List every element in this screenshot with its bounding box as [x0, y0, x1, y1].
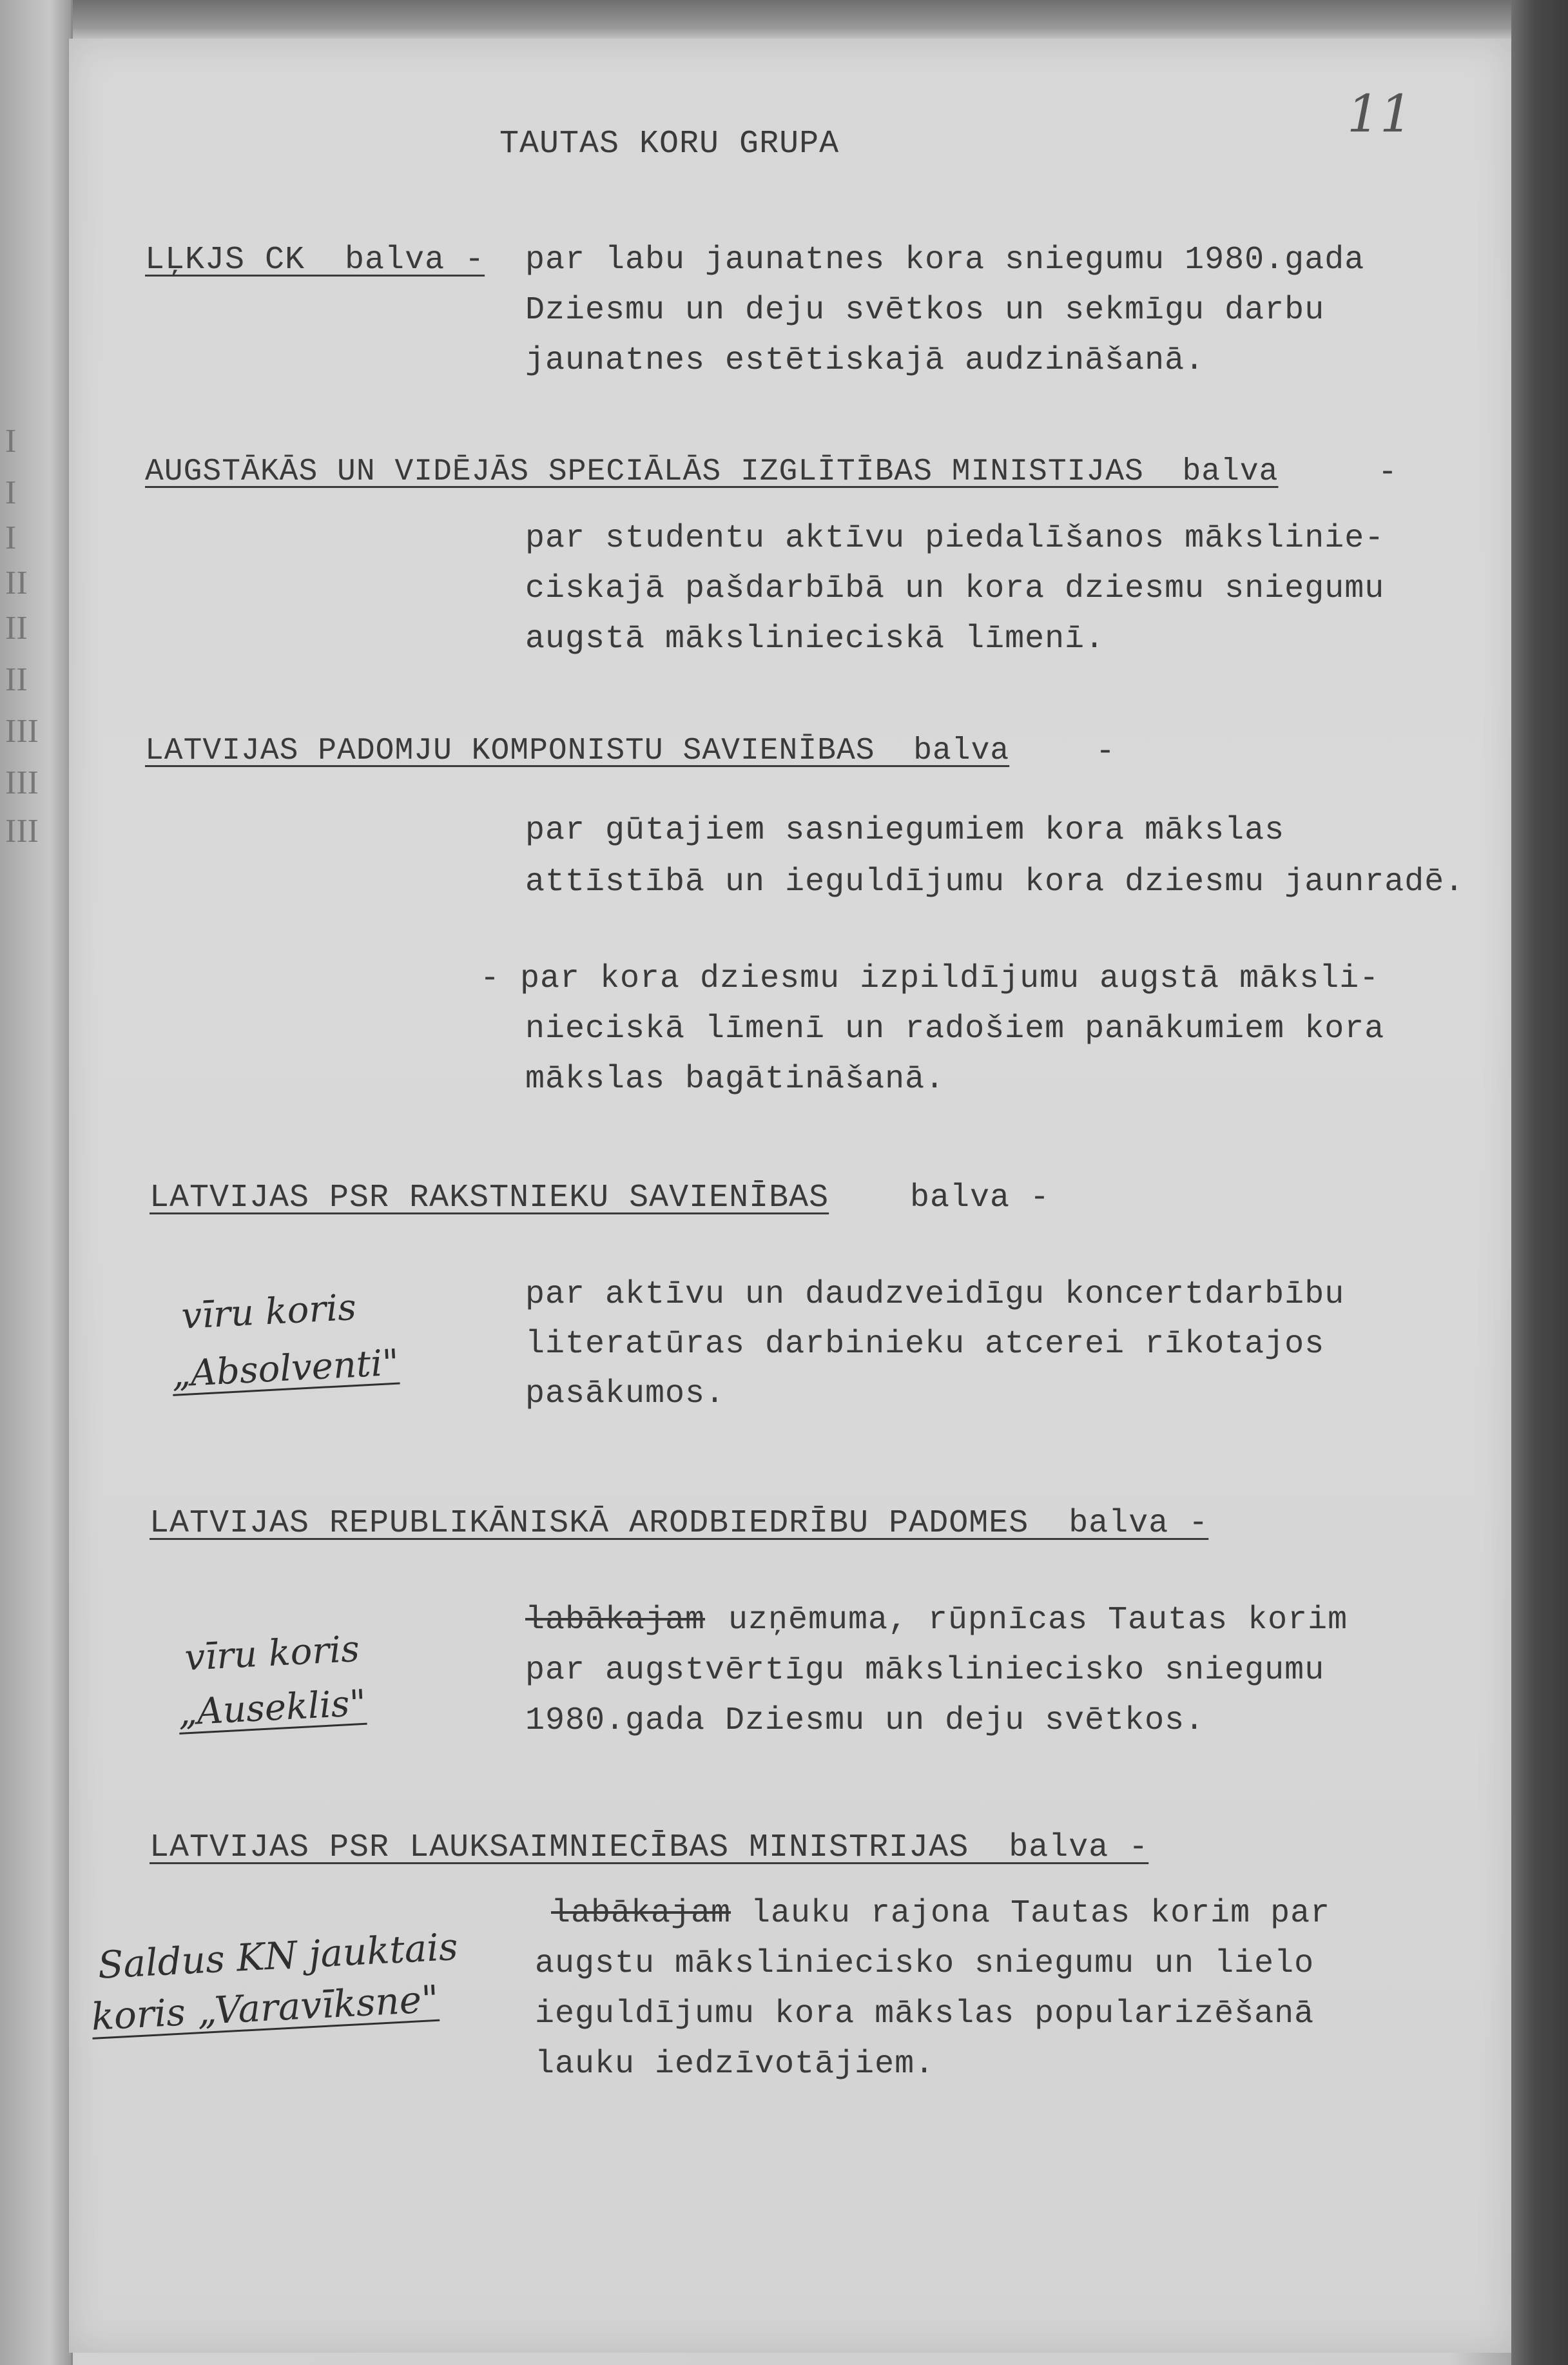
paragraph-line: ieguldījumu kora mākslas popularizēšanā [535, 1996, 1315, 2032]
heading-dash: - [1096, 734, 1116, 770]
paragraph-line: mākslas bagātināšanā. [525, 1061, 945, 1098]
handwritten-note: vīru koris [180, 1286, 358, 1338]
paragraph-line: augstu māksliniecisko sniegumu un lielo [535, 1945, 1315, 1982]
binding-number: I [5, 474, 17, 511]
scan-right-edge [1511, 0, 1568, 2365]
binding-number: II [5, 565, 28, 601]
handwritten-note: „Auseklis" [177, 1682, 367, 1734]
scan-top-edge [68, 0, 1550, 40]
paragraph-line: - par kora dziesmu izpildījumu augstā māksli- [480, 960, 1380, 997]
section-heading: LĻKJS CK balva - [145, 242, 485, 278]
section-heading: LATVIJAS PSR LAUKSAIMNIECĪBAS MINISTRIJAS balva - [150, 1829, 1149, 1866]
paragraph-line: par augstvērtīgu māksliniecisko sniegumu [525, 1652, 1325, 1689]
handwritten-note: Saldus KN jauktais [97, 1924, 460, 1987]
paragraph-line: literatūras darbinieku atcerei rīkotajos [525, 1326, 1325, 1363]
struck-word: labākajam [551, 1895, 731, 1932]
page-title: TAUTAS KORU GRUPA [499, 126, 840, 162]
binding-number: II [5, 661, 28, 698]
paragraph-line: augstā mākslinieciskā līmenī. [525, 621, 1105, 657]
paragraph-line: pasākumos. [525, 1376, 726, 1412]
paragraph-line: ciskajā pašdarbībā un kora dziesmu sniegumu [525, 570, 1385, 607]
paragraph-line: par studentu aktīvu piedalīšanos mākslinie- [525, 520, 1385, 557]
paragraph-line: par labu jaunatnes kora sniegumu 1980.gada [525, 242, 1365, 278]
handwritten-note: „Absolventi" [171, 1341, 400, 1396]
paragraph-line: nieciskā līmenī un radošiem panākumiem kora [525, 1011, 1385, 1047]
paragraph-line: lauku iedzīvotājiem. [535, 2046, 935, 2083]
paragraph-line: lauku rajona Tautas korim par [751, 1895, 1331, 1932]
heading-balva: balva - [910, 1180, 1050, 1216]
paragraph-line: jaunatnes estētiskajā audzināšanā. [525, 342, 1205, 379]
binding-number: I [5, 520, 17, 556]
paragraph-line: par gūtajiem sasniegumiem kora mākslas [525, 812, 1285, 849]
section-heading: LATVIJAS REPUBLIKĀNISKĀ ARODBIEDRĪBU PADOMES balva - [150, 1505, 1209, 1542]
binding-number: II [5, 610, 28, 647]
paragraph-line: 1980.gada Dziesmu un deju svētkos. [525, 1702, 1205, 1739]
section-heading: LATVIJAS PSR RAKSTNIEKU SAVIENĪBAS [150, 1180, 829, 1216]
paragraph-line: attīstībā un ieguldījumu kora dziesmu jaunradē. [525, 864, 1465, 900]
binding-number: III [5, 764, 39, 801]
section-heading: AUGSTĀKĀS UN VIDĒJĀS SPECIĀLĀS IZGLĪTĪBAS MINISTIJAS balva [145, 454, 1279, 489]
binding-strip [0, 0, 73, 2365]
paragraph-line: Dziesmu un deju svētkos un sekmīgu darbu [525, 292, 1325, 329]
paragraph-line: par aktīvu un daudzveidīgu koncertdarbību [525, 1276, 1345, 1313]
handwritten-note: vīru koris [184, 1628, 361, 1679]
paragraph-line: uzņēmuma, rūpnīcas Tautas korim [728, 1602, 1348, 1639]
page-number: 11 [1347, 84, 1413, 144]
struck-word: labākajam [525, 1602, 706, 1639]
binding-number: III [5, 813, 39, 850]
heading-dash: - [1378, 454, 1399, 491]
section-heading: LATVIJAS PADOMJU KOMPONISTU SAVIENĪBAS balva [145, 734, 1010, 768]
binding-number: III [5, 713, 39, 750]
binding-number: I [5, 423, 17, 460]
handwritten-note: koris „Varavīksne" [90, 1976, 440, 2039]
